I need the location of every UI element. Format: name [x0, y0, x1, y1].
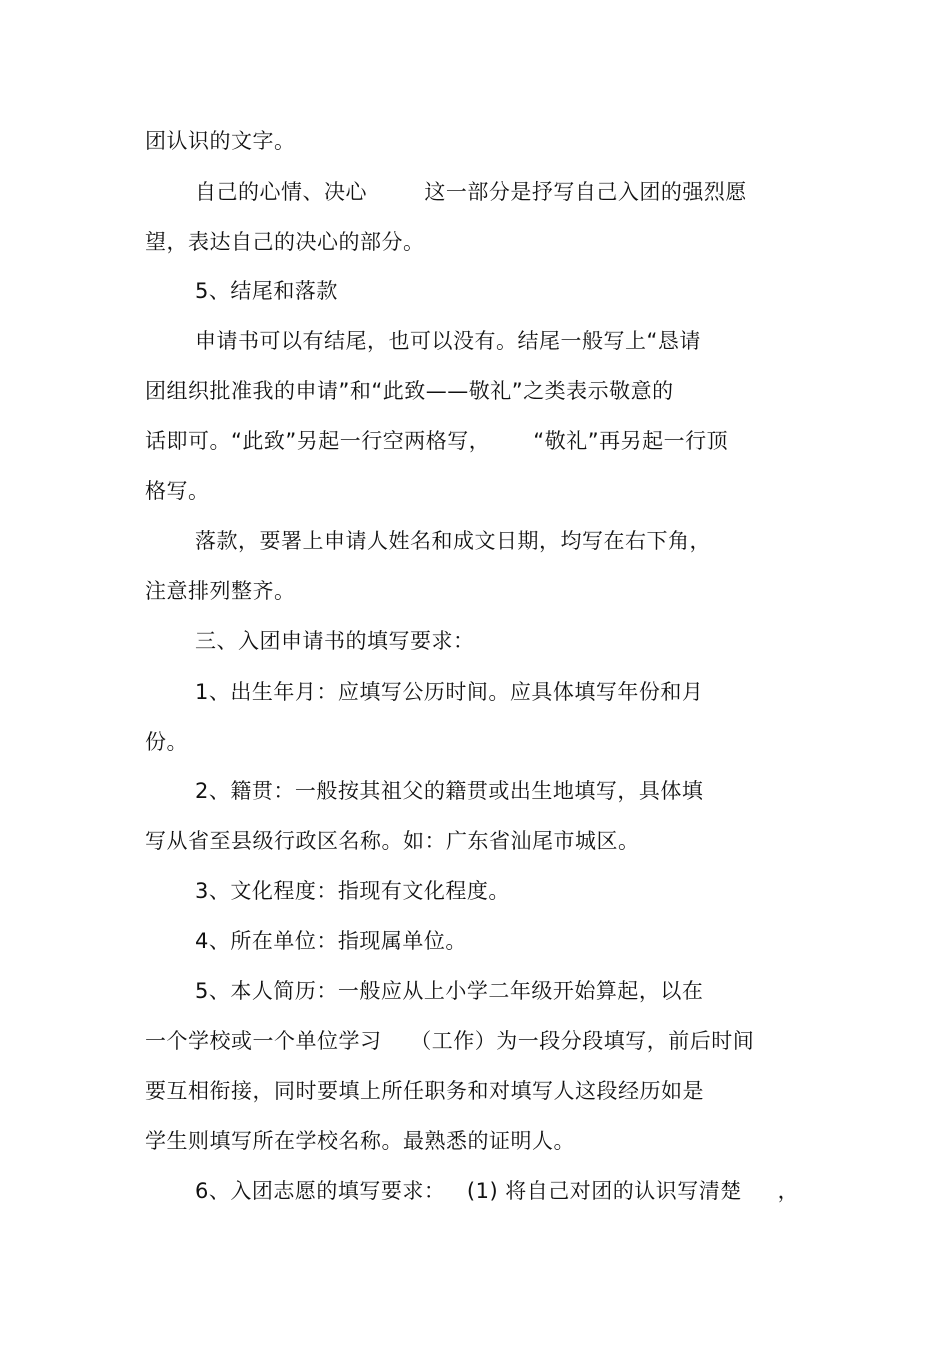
text-line: 团认识的文字。: [145, 129, 296, 153]
section-heading: 三、入团申请书的填写要求：: [195, 629, 475, 653]
text-line: 话即可。“此致”另起一行空两格写， “敬礼”再另起一行顶: [145, 429, 729, 453]
text-line: 学生则填写所在学校名称。最熟悉的证明人。: [145, 1129, 575, 1153]
text-line: 格写。: [145, 479, 210, 503]
text-line: 团组织批准我的申请”和“此致——敬礼”之类表示敬意的: [145, 379, 674, 403]
text-line: 落款，要署上申请人姓名和成文日期，均写在右下角，: [195, 529, 711, 553]
text-line: 1、出生年月：应填写公历时间。应具体填写年份和月: [195, 680, 704, 704]
text-line: 份。: [145, 730, 188, 754]
text-line: 5、本人简历：一般应从上小学二年级开始算起，以在: [195, 979, 704, 1003]
text-line: 申请书可以有结尾，也可以没有。结尾一般写上“恳请: [195, 329, 701, 353]
text-line: 自己的心情、决心 这一部分是抒写自己入团的强烈愿: [195, 180, 747, 204]
section-heading: 5、结尾和落款: [195, 279, 338, 303]
text-line: 注意排列整齐。: [145, 579, 296, 603]
text-line: 4、所在单位：指现属单位。: [195, 929, 467, 953]
text-line: 要互相衔接，同时要填上所任职务和对填写人这段经历如是: [145, 1079, 704, 1103]
text-line: 一个学校或一个单位学习 （工作）为一段分段填写，前后时间: [145, 1029, 755, 1053]
text-line: 望，表达自己的决心的部分。: [145, 230, 425, 254]
text-line: 写从省至县级行政区名称。如：广东省汕尾市城区。: [145, 829, 640, 853]
text-line: 2、籍贯：一般按其祖父的籍贯或出生地填写，具体填: [195, 779, 704, 803]
text-line: 3、文化程度：指现有文化程度。: [195, 879, 510, 903]
text-line: 6、入团志愿的填写要求： (1) 将自己对团的认识写清楚 ，: [195, 1179, 800, 1203]
